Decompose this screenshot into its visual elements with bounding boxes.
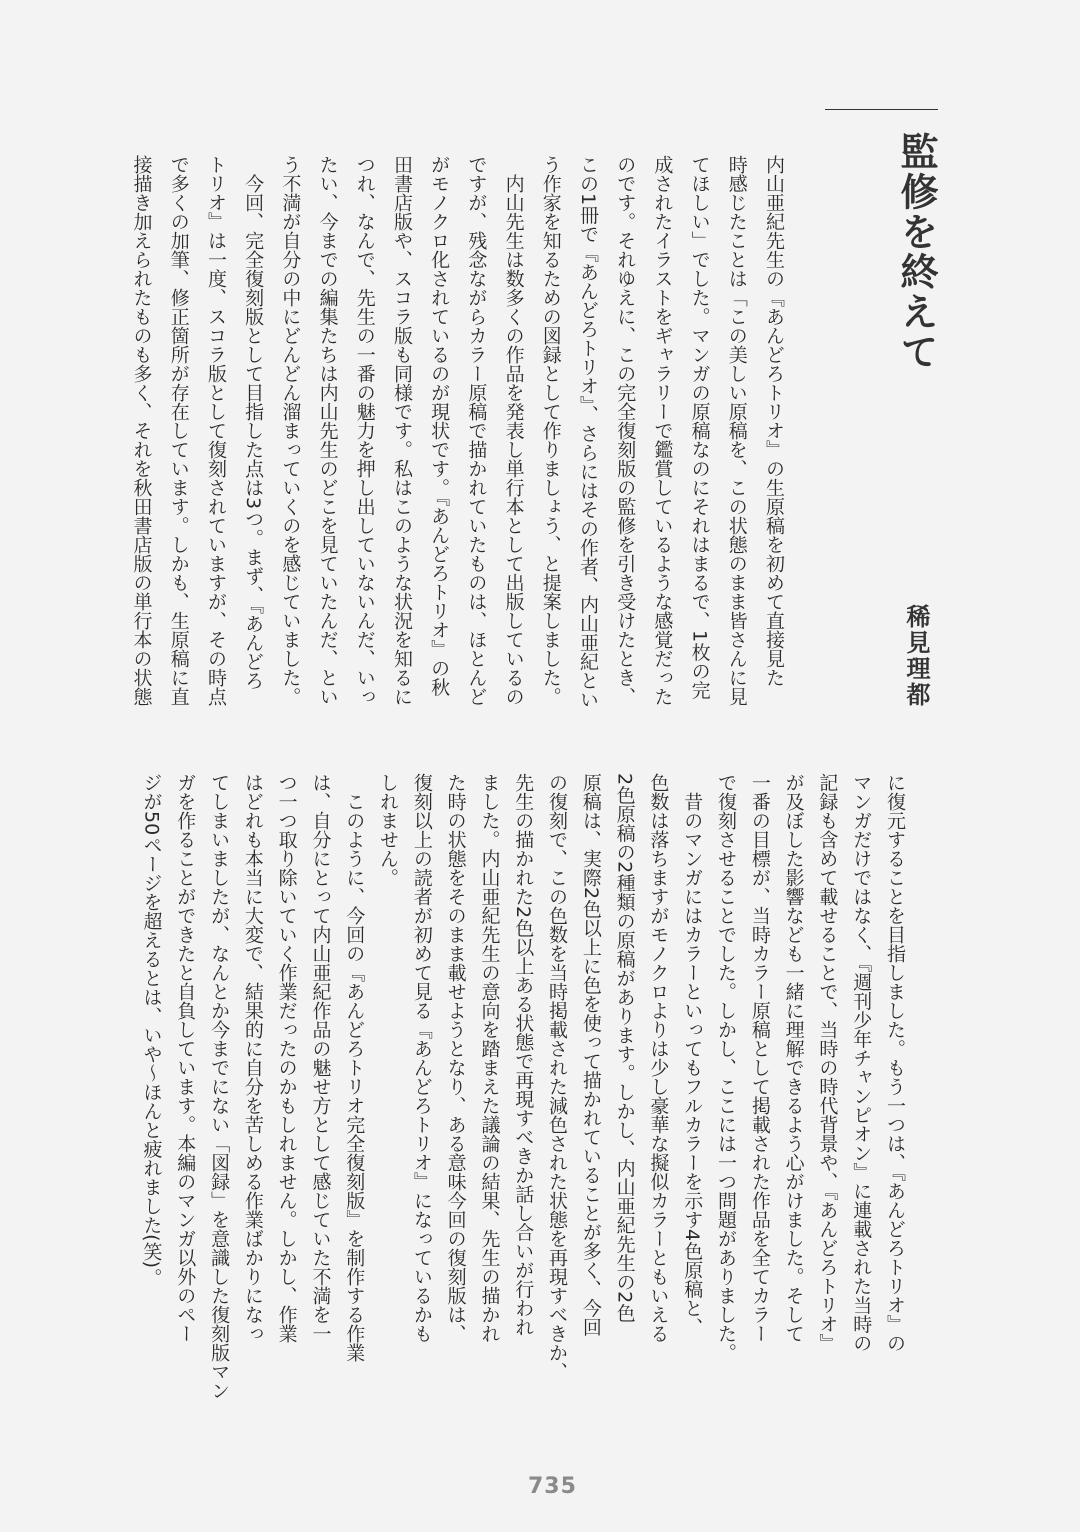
text-column: 復刻以上の読者が初めて見る『あんどろトリオ』になっているかも [410,773,433,1343]
text-column: ガを作ることができたと自負しています。本編のマンガ以外のペー [174,773,197,1343]
text-column: 一番の目標が、当時カラー原稿として掲載された作品を全てカラー [748,773,771,1343]
text-column: つ一つ取り除いていく作業だったのかもしれません。しかし、作業 [275,773,298,1343]
text-column: 先生の描かれた2色以上ある状態で再現すべきか話し合いが行われ [512,773,535,1337]
text-column: で復刻させることでした。しかし、ここには一つ問題がありました。 [715,773,738,1362]
text-column: が及ぼした影響なども一緒に理解できるよう心がけました。そして [782,773,805,1343]
text-column: てほしい」でした。マンガの原稿なのにそれはまるで、1枚の完 [688,155,711,700]
text-column: この1冊で『あんどろトリオ』、さらにはその作者、内山亜紀とい [576,155,599,709]
text-column: のです。それゆえに、この完全復刻版の監修を引き受けたとき、 [614,155,637,706]
text-column: つれ、なんで、先生の一番の魅力を押し出していないんだ、いっ [353,155,376,706]
article-author: 稀見理都 [902,604,930,708]
body-text-upper [122,155,792,715]
text-column: ました。内山亜紀先生の意向を踏まえた議論の結果、先生の描かれ [478,773,501,1343]
text-column: に復元することを目指しました。もう一つは、『あんどろトリオ』の [884,773,906,1353]
text-column: 内山亜紀先生の『あんどろトリオ』の生原稿を初めて直接見た [763,155,785,687]
text-column: 接描き加えられたものも多く、それを秋田書店版の単行本の状態 [130,155,153,706]
text-column: 2色原稿の2種類の原稿があります。しかし、内山亜紀先生の2色 [613,773,636,1323]
text-column: の復刻で、この色数を当時掲載された減色された状態を再現すべきか、 [546,773,569,1381]
text-column: トリオ』は一度、スコラ版として復刻されていますが、その時点 [204,155,227,706]
text-column: がモノクロ化されているのが現状です。『あんどろトリオ』の秋 [428,155,451,697]
title-rule [825,109,938,110]
text-column: 記録も含めて載せることで、当時の時代背景や、『あんどろトリオ』 [816,773,839,1353]
text-column: てしまいましたが、なんとか今までにない「図録」を意識した復刻版マン [208,773,231,1400]
text-column: たい、今までの編集たちは内山先生のどこを見ていたんだ、とい [316,155,339,706]
text-column: ジが50ページを超えるとは、いや〜ほんと疲れました(笑)。 [140,773,163,1288]
text-column: 原稿は、実際2色以上に色を使って描かれていることが多く、今回 [579,773,602,1337]
text-column: う不満が自分の中にどんどん溜まっていくのを感じていました。 [279,155,302,706]
text-column: ですが、残念ながらカラー原稿で描かれていたものは、ほとんど [465,155,488,706]
text-column: う作家を知るための図録として作りましょう、と提案しました。 [539,155,562,706]
article-title: 監修を終えて [894,132,938,372]
text-column: しれません。 [377,773,400,887]
body-text-lower [133,773,911,1453]
text-column: た時の状態をそのまま載せようとなり、ある意味今回の復刻版は、 [444,773,467,1343]
text-column: は、自分にとって内山亜紀作品の魅せ方として感じていた不満を一 [309,773,332,1343]
text-column: 成されたイラストをギャラリーで鑑賞しているような感覚だった [651,155,674,706]
page-number: 735 [528,1474,577,1499]
text-column: で多くの加筆、修正箇所が存在しています。しかも、生原稿に直 [167,155,190,706]
text-column: このように、今回の『あんどろトリオ完全復刻版』を制作する作業 [343,773,366,1362]
text-column: 内山先生は数多くの作品を発表し単行本として出版しているの [502,155,525,706]
text-column: 色数は落ちますがモノクロよりは少し豪華な擬似カラーともいえる [647,773,670,1343]
text-column: マンガだけではなく、『週刊少年チャンピオン』に連載された当時の [850,773,873,1353]
text-column: 今回、完全復刻版として目指した点は3つ。まず、『あんどろ [242,155,265,690]
text-column: 時感じたことは「この美しい原稿を、この状態のまま皆さんに見 [725,155,748,706]
text-column: 田書店版や、スコラ版も同様です。私はこのような状況を知るに [390,155,413,706]
text-column: はどれも本当に大変で、結果的に自分を苦しめる作業ばかりになっ [241,773,264,1343]
text-column: 昔のマンガにはカラーといってもフルカラーを示す4色原稿と、 [681,773,704,1337]
